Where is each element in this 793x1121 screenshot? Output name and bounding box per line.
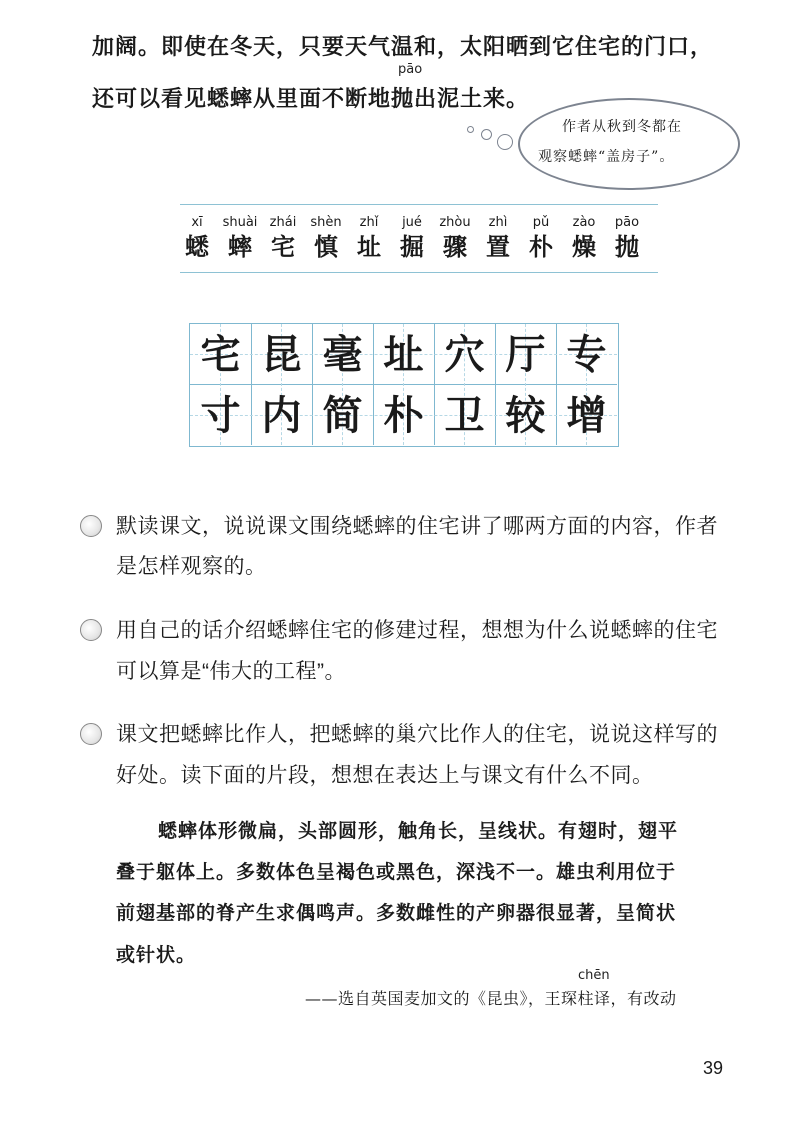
grid-char: 寸	[200, 392, 241, 439]
vocab-pinyin: pǔ	[532, 215, 550, 230]
vocab-pinyin: zào	[572, 215, 596, 230]
question-bullet-icon	[80, 619, 102, 641]
vocab-char: 置	[486, 232, 510, 261]
question-3-line-1: 课文把蟋蟀比作人，把蟋蟀的巢穴比作人的住宅，说说这样写的	[116, 723, 718, 746]
vocab-pinyin: zhái	[269, 215, 297, 230]
vocab-pinyin: shèn	[310, 215, 342, 230]
grid-char: 较	[505, 392, 546, 439]
grid-char: 朴	[383, 392, 424, 439]
grid-char: 厅	[505, 331, 546, 378]
vocab-char: 燥	[572, 232, 596, 261]
intro-line-2: 还可以看见蟋蟀从里面不断地抛出泥土来。	[92, 86, 530, 112]
vocab-pinyin: zhì	[488, 215, 508, 230]
vocab-item	[438, 214, 472, 262]
vocab-item	[266, 214, 300, 262]
grid-char: 昆	[261, 331, 302, 378]
vocab-pinyin: xī	[191, 215, 203, 230]
vocab-char: 慎	[314, 232, 338, 261]
question-2-line-2: 可以算是“伟大的工程”。	[116, 660, 346, 683]
vocab-item	[223, 214, 257, 262]
excerpt-source: ——选自英国麦加文的《昆虫》，王琛柱译，有改动	[305, 989, 677, 1008]
pinyin-pao: pāo	[398, 62, 423, 77]
thought-bubble	[518, 98, 740, 190]
vocab-item	[395, 214, 429, 262]
bubble-dot-large	[497, 134, 513, 150]
vocab-item	[610, 214, 644, 262]
vocab-char: 骤	[443, 232, 467, 261]
vocab-pinyin: shuài	[222, 215, 258, 230]
bubble-dot-medium	[481, 129, 492, 140]
question-1-line-2: 是怎样观察的。	[116, 555, 267, 578]
vocab-pinyin: jué	[402, 215, 422, 230]
page-number: 39	[703, 1058, 724, 1078]
vocab-char: 抛	[615, 232, 639, 261]
bubble-text-line-2: 观察蟋蟀“盖房子”。	[538, 149, 675, 165]
question-bullet-icon	[80, 723, 102, 745]
vocab-char: 蟀	[228, 232, 252, 261]
grid-char: 穴	[444, 331, 485, 378]
vocab-bottom-rule	[180, 272, 658, 273]
excerpt-line-3: 前翅基部的脊产生求偶鸣声。多数雌性的产卵器很显著，呈简状	[116, 902, 677, 924]
grid-char: 宅	[200, 331, 241, 378]
excerpt-line-2: 叠于躯体上。多数体色呈褐色或黑色，深浅不一。雄虫利用位于	[116, 861, 677, 883]
intro-line-1: 加阔。即使在冬天，只要天气温和，太阳晒到它住宅的门口，	[92, 34, 714, 60]
vocab-list	[180, 214, 658, 264]
vocab-char: 宅	[271, 232, 295, 261]
vocab-item	[567, 214, 601, 262]
vocab-item	[524, 214, 558, 262]
vocab-item	[180, 214, 214, 262]
bubble-dot-small	[467, 126, 474, 133]
vocab-char: 掘	[400, 232, 424, 261]
question-2-line-1: 用自己的话介绍蟋蟀住宅的修建过程，想想为什么说蟋蟀的住宅	[116, 619, 718, 642]
vocab-item	[481, 214, 515, 262]
writing-grid	[189, 323, 619, 447]
vocab-char: 址	[357, 232, 381, 261]
vocab-top-rule	[180, 204, 658, 205]
vocab-char: 朴	[529, 232, 553, 261]
excerpt-line-1: 蟋蟀体形微扁，头部圆形，触角长，呈线状。有翅时，翅平	[158, 820, 679, 842]
excerpt-line-4: 或针状。	[116, 944, 197, 966]
question-1-line-1: 默读课文，说说课文围绕蟋蟀的住宅讲了哪两方面的内容，作者	[116, 515, 718, 538]
vocab-pinyin: zhǐ	[359, 215, 379, 230]
grid-char: 专	[566, 331, 607, 378]
vocab-char: 蟋	[185, 232, 209, 261]
grid-char: 增	[566, 392, 607, 439]
question-3-line-2: 好处。读下面的片段，想想在表达上与课文有什么不同。	[116, 764, 654, 787]
vocab-item	[352, 214, 386, 262]
question-bullet-icon	[80, 515, 102, 537]
vocab-item	[309, 214, 343, 262]
vocab-pinyin: zhòu	[439, 215, 471, 230]
grid-char: 毫	[322, 331, 363, 378]
grid-char: 内	[261, 392, 302, 439]
grid-char: 卫	[444, 392, 485, 439]
vocab-pinyin: pāo	[614, 215, 640, 230]
bubble-text-line-1: 作者从秋到冬都在	[562, 119, 682, 135]
grid-char: 址	[383, 331, 424, 378]
grid-char: 简	[322, 392, 363, 439]
pinyin-chen: chēn	[578, 968, 610, 983]
